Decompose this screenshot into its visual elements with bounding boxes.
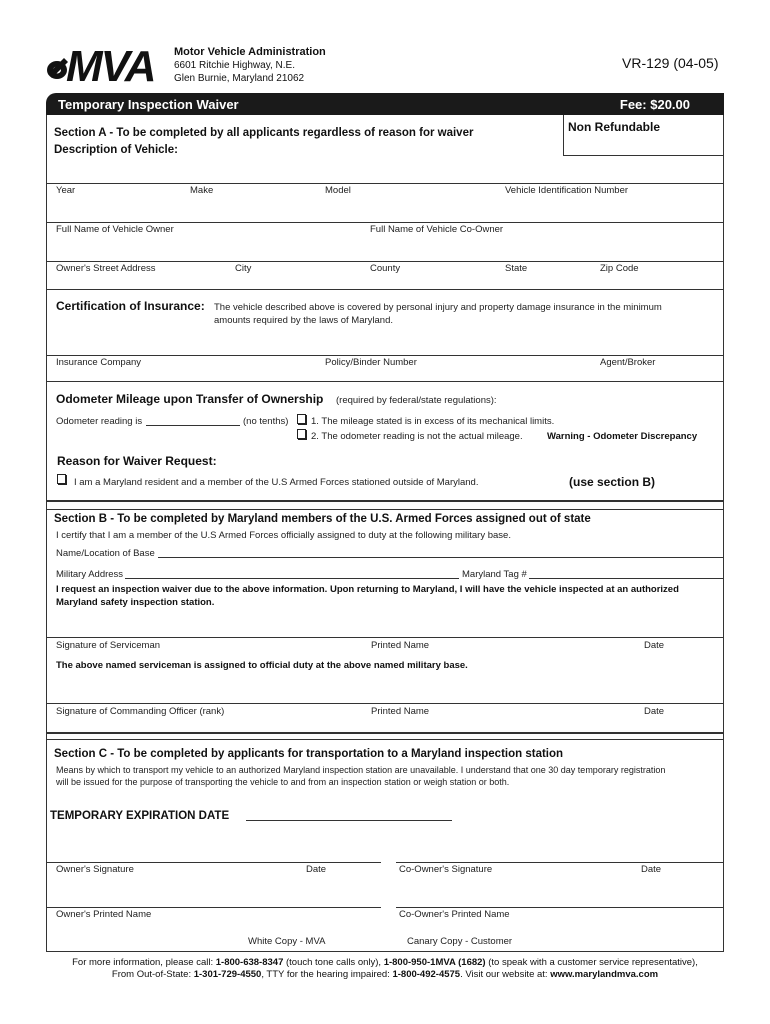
- title-bar: [46, 93, 724, 115]
- agency-address-1: 6601 Ritchie Highway, N.E.: [174, 60, 295, 71]
- phone-customer-service[interactable]: 1-800-950-1MVA (1682): [383, 957, 486, 968]
- insurance-text-2: amounts required by the laws of Maryland.: [214, 315, 394, 326]
- policy-number-label: Policy/Binder Number: [325, 357, 417, 368]
- tag-label: Maryland Tag #: [462, 569, 527, 580]
- serviceman-date-label: Date: [644, 640, 665, 651]
- owner-printed-name-label: Owner's Printed Name: [56, 909, 152, 920]
- odometer-reading-field[interactable]: [146, 425, 240, 426]
- section-c-text-1: Means by which to transport my vehicle to an authorized Maryland inspection station are unavailable. I understand that one 30 day temporary registration: [56, 765, 666, 775]
- zip-label: Zip Code: [600, 263, 639, 274]
- odometer-note: (required by federal/state regulations):: [336, 395, 497, 406]
- insurance-text-1: The vehicle described above is covered by personal injury and property damage insurance in the minimum: [214, 302, 662, 313]
- insurance-heading: Certification of Insurance:: [56, 299, 205, 313]
- street-address-label: Owner's Street Address: [56, 263, 156, 274]
- military-address-field[interactable]: [125, 578, 459, 579]
- option1-label: 1. The mileage stated is in excess of its mechanical limits.: [311, 416, 555, 427]
- odometer-warning: Warning - Odometer Discrepancy: [547, 431, 698, 442]
- request-text-2: Maryland safety inspection station.: [56, 597, 215, 608]
- co-owner-name-label: Full Name of Vehicle Co-Owner: [370, 224, 504, 235]
- odometer-reading-label: Odometer reading is: [56, 416, 143, 427]
- reason-option-label: I am a Maryland resident and a member of the U.S Armed Forces stationed outside of Maryland.: [74, 477, 479, 488]
- section-c-text-2: will be issued for the purpose of transporting the vehicle to and from an inspection station or weigh station or both.: [56, 777, 510, 787]
- co-owner-signature-label: Co-Owner's Signature: [399, 864, 493, 875]
- form-title: Temporary Inspection Waiver: [58, 97, 239, 112]
- option2-checkbox[interactable]: [297, 429, 306, 439]
- tag-field[interactable]: [529, 578, 723, 579]
- insurance-company-label: Insurance Company: [56, 357, 142, 368]
- military-address-label: Military Address: [56, 569, 124, 580]
- reason-checkbox[interactable]: [57, 474, 66, 484]
- non-refundable-label: Non Refundable: [568, 120, 660, 134]
- website-link[interactable]: www.marylandmva.com: [550, 969, 659, 980]
- logo-text: MVA: [66, 42, 155, 91]
- expiration-date-field[interactable]: [246, 820, 452, 821]
- base-field[interactable]: [158, 557, 723, 558]
- footer-text-1b: (touch tone calls only),: [283, 957, 384, 968]
- commander-date-label: Date: [644, 706, 665, 717]
- agency-address-2: Glen Burnie, Maryland 21062: [174, 73, 305, 84]
- serviceman-signature-label: Signature of Serviceman: [56, 640, 161, 651]
- phone-tty[interactable]: 1-800-492-4575: [392, 969, 461, 980]
- section-b-heading: Section B - To be completed by Maryland members of the U.S. Armed Forces assigned out of state: [54, 513, 591, 525]
- footer-text-2a: From Out-of-State:: [111, 969, 194, 980]
- certify-text: I certify that I am a member of the U.S Armed Forces officially assigned to duty at the following military base.: [56, 530, 511, 541]
- footer-text-1c: (to speak with a customer service representative),: [485, 957, 698, 968]
- form-number: VR-129 (04-05): [622, 55, 719, 71]
- assigned-text: The above named serviceman is assigned to official duty at the above named military base.: [56, 660, 468, 671]
- phone-out-of-state[interactable]: 1-301-729-4550: [193, 969, 262, 980]
- vin-label: Vehicle Identification Number: [505, 185, 629, 196]
- reason-heading: Reason for Waiver Request:: [57, 454, 217, 468]
- odometer-heading: Odometer Mileage upon Transfer of Ownership: [56, 392, 324, 406]
- co-owner-date-label: Date: [641, 864, 662, 875]
- serviceman-printed-name-label: Printed Name: [371, 640, 430, 651]
- tenths-label: (no tenths): [243, 416, 289, 427]
- footer-text-2c: . Visit our website at:: [460, 969, 551, 980]
- use-section-b: (use section B): [569, 475, 656, 489]
- description-label: Description of Vehicle:: [54, 144, 178, 156]
- commander-printed-name-label: Printed Name: [371, 706, 430, 717]
- section-a-heading: Section A - To be completed by all applicants regardless of reason for waiver: [54, 127, 474, 139]
- request-text-1: I request an inspection waiver due to the above information. Upon returning to Maryland, I will have the vehicle inspected at an authorized: [56, 584, 679, 595]
- make-label: Make: [190, 185, 214, 196]
- canary-copy-label: Canary Copy - Customer: [407, 936, 513, 947]
- option1-checkbox[interactable]: [297, 414, 306, 424]
- county-label: County: [370, 263, 401, 274]
- fee: Fee: $20.00: [619, 97, 690, 112]
- footer-line-2: [0, 969, 770, 980]
- commander-signature-label: Signature of Commanding Officer (rank): [56, 706, 225, 717]
- footer-text-2b: , TTY for the hearing impaired:: [261, 969, 393, 980]
- mva-logo: [44, 42, 168, 91]
- co-owner-printed-name-label: Co-Owner's Printed Name: [399, 909, 510, 920]
- non-refundable-box: [563, 115, 724, 156]
- city-label: City: [235, 263, 252, 274]
- section-c-heading: Section C - To be completed by applicants for transportation to a Maryland inspection station: [54, 748, 564, 760]
- phone-touch-tone[interactable]: 1-800-638-8347: [215, 957, 284, 968]
- agent-broker-label: Agent/Broker: [600, 357, 656, 368]
- expiration-label: TEMPORARY EXPIRATION DATE: [50, 810, 230, 822]
- agency-name: Motor Vehicle Administration: [174, 46, 326, 58]
- option2-label: 2. The odometer reading is not the actual mileage.: [311, 431, 523, 442]
- owner-date-label: Date: [306, 864, 327, 875]
- owner-name-label: Full Name of Vehicle Owner: [56, 224, 174, 235]
- owner-signature-label: Owner's Signature: [56, 864, 134, 875]
- base-label: Name/Location of Base: [56, 548, 155, 559]
- footer-text-1a: For more information, please call:: [72, 957, 216, 968]
- state-label: State: [505, 263, 528, 274]
- model-label: Model: [325, 185, 351, 196]
- footer-line-1: [0, 957, 770, 968]
- white-copy-label: White Copy - MVA: [248, 936, 326, 947]
- year-label: Year: [56, 185, 76, 196]
